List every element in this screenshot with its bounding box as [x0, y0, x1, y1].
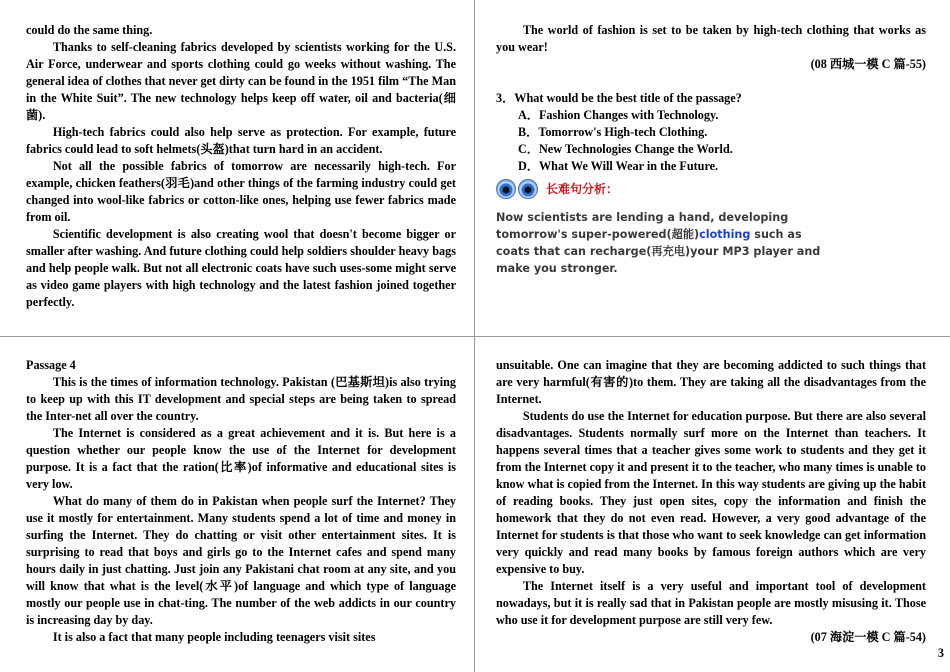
passage-heading: Passage 4 — [26, 358, 76, 372]
bottom-left-section — [26, 357, 456, 646]
paragraph: Thanks to self-cleaning fabrics developed by scientists working for the U.S. Air Force, underwear and sports clothing could go weeks without washing. The general idea of clothes that never get dirty can be found in the 1951 film “The Man in the White Suit”. The new technology helps keep off water, oil and bacteria(细菌). — [26, 40, 456, 122]
paragraph: Not all the possible fabrics of tomorrow are necessarily high-tech. For example, chicken feathers(羽毛)and other things of the farming industry could get changed into wool-like fabrics or cotton-like ones, helping use fewer fabrics made from oil. — [26, 159, 456, 224]
bottom-right-section — [496, 357, 926, 646]
sentence-part: Now scientists are lending a hand, developing tomorrow's super-powered(超能) — [496, 211, 789, 241]
source-citation: (07 海淀一模 C 篇-54) — [810, 630, 926, 644]
page-number: 3 — [937, 646, 944, 660]
option-d: D．What We Will Wear in the Future. — [518, 159, 719, 173]
top-right-section — [496, 22, 926, 277]
paragraph: This is the times of information technology. Pakistan (巴基斯坦)is also trying to keep up with this IT development and special steps are being taken to spread the Inter-net all over the country. — [26, 375, 456, 423]
analysis-header — [496, 177, 926, 201]
closing-paragraph: The world of fashion is set to be taken by high-tech clothing that works as you wear! — [496, 23, 926, 54]
paragraph: Scientific development is also creating wool that doesn't become bigger or smaller after washing. And future clothing could help soldiers shoulder heavy bags and help people walk. But not all electronic coats have such uses-some might serve as video game players with high technology and the latest fashion joined together perfectly. — [26, 227, 456, 309]
paragraph: What do many of them do in Pakistan when people surf the Internet? They use it mostly for entertainment. Many students spend a lot of time and money in surfing the Internet. They do chatting or visit other entertainment sites. It is surprising to read that boys and girls go to the Internet cafes and spend many hours daily in just chatting. Just join any Pakistani chat room at any site, and you will know that what is the level(水平)of language and which type of language mostly our people use in chat-ting. The number of the web addicts in our country is increasing day by day. — [26, 494, 456, 627]
keyword-highlight: clothing — [699, 228, 751, 241]
option-a: A．Fashion Changes with Technology. — [518, 108, 719, 122]
sentence-part: such as coats that can recharge(再充电)your MP3 player and make you stronger. — [496, 228, 821, 275]
paragraph: High-tech fabrics could also help serve as protection. For example, future fabrics could lead to soft helmets(头盔)that turn hard in an accident. — [26, 125, 456, 156]
analysis-label: 长难句分析： — [546, 181, 619, 196]
option-c: C．New Technologies Change the World. — [518, 142, 733, 156]
paragraph: The Internet is considered as a great achievement and it is. But here is a question whether our people know the use of the Internet for development purpose. It is a fact that the ration(比率)of informative and educational sites is very low. — [26, 426, 456, 491]
analysis-sentence — [496, 209, 826, 277]
paragraph: Students do use the Internet for education purpose. But there are also several disadvantages. Students normally surf more on the Internet than teachers. It happens several times that a teacher gives some work to students and they get it from the Internet copy it and present it to the teacher, who many times is unable to know what is copied from the Internet. In this way students are giving up the habit of reading books. They just open sites, copy the information and finish the homework that they do not even read. However, a very good advantage of the Internet for students is that those who want to seek knowledge can get information very quickly and read many books by famous foreign authors which are very expensive to buy. — [496, 409, 926, 576]
paragraph: It is also a fact that many people including teenagers visit sites — [52, 630, 376, 644]
paragraph: unsuitable. One can imagine that they are becoming addicted to such things that are very harmful(有害的)to them. They are taking all the disadvantages from the Internet. — [496, 358, 926, 406]
paragraph: could do the same thing. — [26, 23, 153, 37]
question-stem: 3．What would be the best title of the passage? — [496, 91, 742, 105]
horizontal-divider — [0, 336, 950, 337]
eye-icon — [496, 179, 516, 199]
option-b: B．Tomorrow's High-tech Clothing. — [518, 125, 708, 139]
eye-icon — [518, 179, 538, 199]
top-left-section — [26, 22, 456, 311]
source-citation: (08 西城一模 C 篇-55) — [810, 57, 926, 71]
paragraph: The Internet itself is a very useful and important tool of development nowadays, but it is really sad that in Pakistan people are mostly misusing it. Those who use it for development purpose are still very few. — [496, 579, 926, 627]
